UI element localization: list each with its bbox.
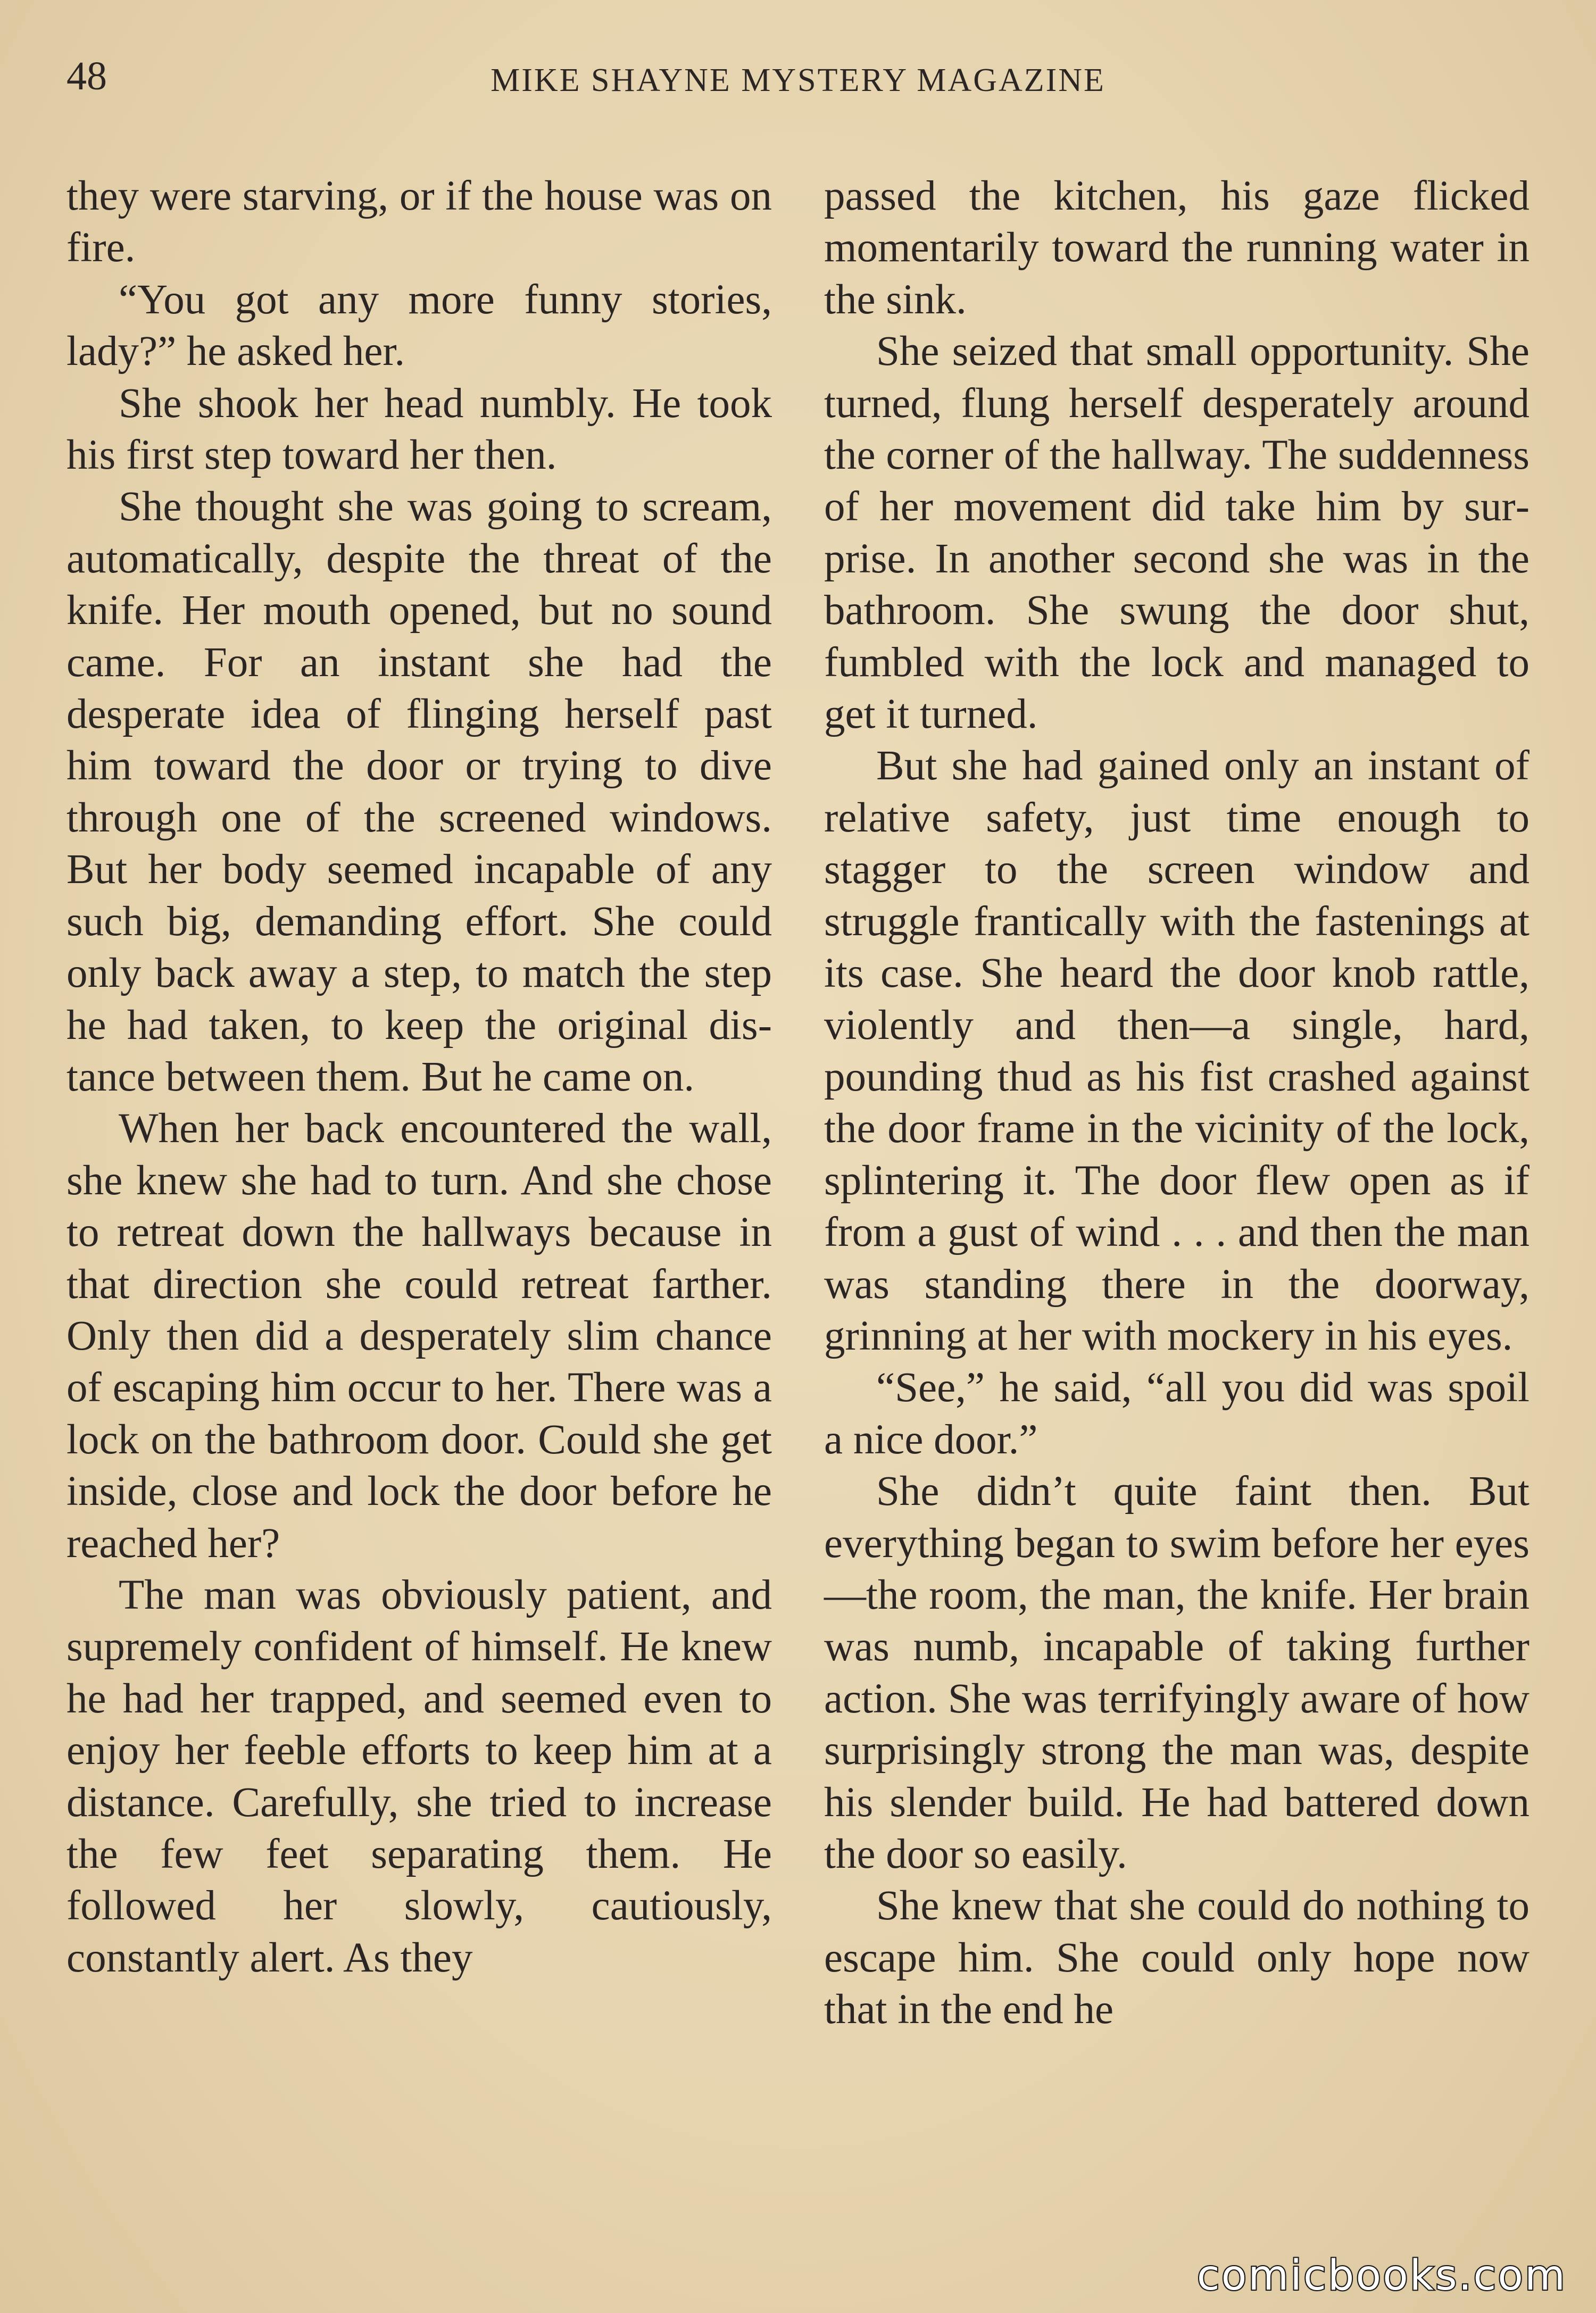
paragraph: The man was obviously patient, and supremely confident of himself. He knew he had her trapped, and seemed even to enjoy her feeble efforts to keep him at a distance. Carefully, she tried to increase the few feet separating them. He followed her slowly, cautiously, constantly alert. As they [66,1571,772,1981]
right-column [824,170,1530,2036]
paragraph: “You got any more funny stories, lady?” he asked her. [66,276,772,375]
page-header [66,51,1530,114]
paragraph: they were starving, or if the house was on fire. [66,173,772,271]
paragraph: “See,” he said, “all you did was spoil a nice door.” [824,1364,1530,1463]
paragraph: She knew that she could do nothing to escape him. She could only hope now that in the end he [824,1883,1530,2033]
paragraph: She shook her head numbly. He took his first step toward her then. [66,380,772,479]
left-column [66,170,772,2036]
paragraph: But she had gained only an instant of relative safety, just time enough to stagger to the screen window and struggle frantically with the fastenings at its case. She heard the door knob rattle, violently and then—a single, hard, pounding thud as his fist crashed against the door frame in the vicinity of the lock, splintering it. The door flew open as if from a gust of wind . . . and then the man was standing there in the doorway, grinning at her with mockery in his eyes. [824,743,1530,1359]
paragraph: She seized that small opportunity. She turned, flung herself desperately around the corner of the hallway. The suddenness of her movement did take him by surprise. In another second she was in the bathroom. She swung the door shut, fumbled with the lock and managed to get it turned. [824,328,1530,738]
paragraph: passed the kitchen, his gaze flicked momentarily toward the running water in the sink. [824,173,1530,323]
text-columns [66,170,1530,2036]
paragraph: When her back encountered the wall, she knew she had to turn. And she chose to retreat down the hallways because in that direction she could retreat farther. Only then did a desperately slim chance of escaping him occur to her. There was a lock on the bathroom door. Could she get inside, close and lock the door before he reached her? [66,1105,772,1567]
paragraph: She thought she was going to scream, automatically, despite the threat of the knife. Her mouth opened, but no sound came. For an instant she had the desperate idea of flinging herself past him toward the door or trying to dive through one of the screened windows. But her body seemed incapable of any such big, demanding effort. She could only back away a step, to match the step he had taken, to keep the original distance between them. But he came on. [66,484,772,1100]
running-head: MIKE SHAYNE MYSTERY MAGAZINE [491,62,1105,98]
page-number: 48 [66,54,107,98]
watermark: comicbooks.com [1196,2252,1567,2300]
paragraph: She didn’t quite faint then. But everything began to swim before her eyes—the room, the man, the knife. Her brain was numb, incapable of taking further action. She was terrifyingly aware of how surprisingly strong the man was, despite his slender build. He had battered down the door so easily. [824,1468,1530,1877]
